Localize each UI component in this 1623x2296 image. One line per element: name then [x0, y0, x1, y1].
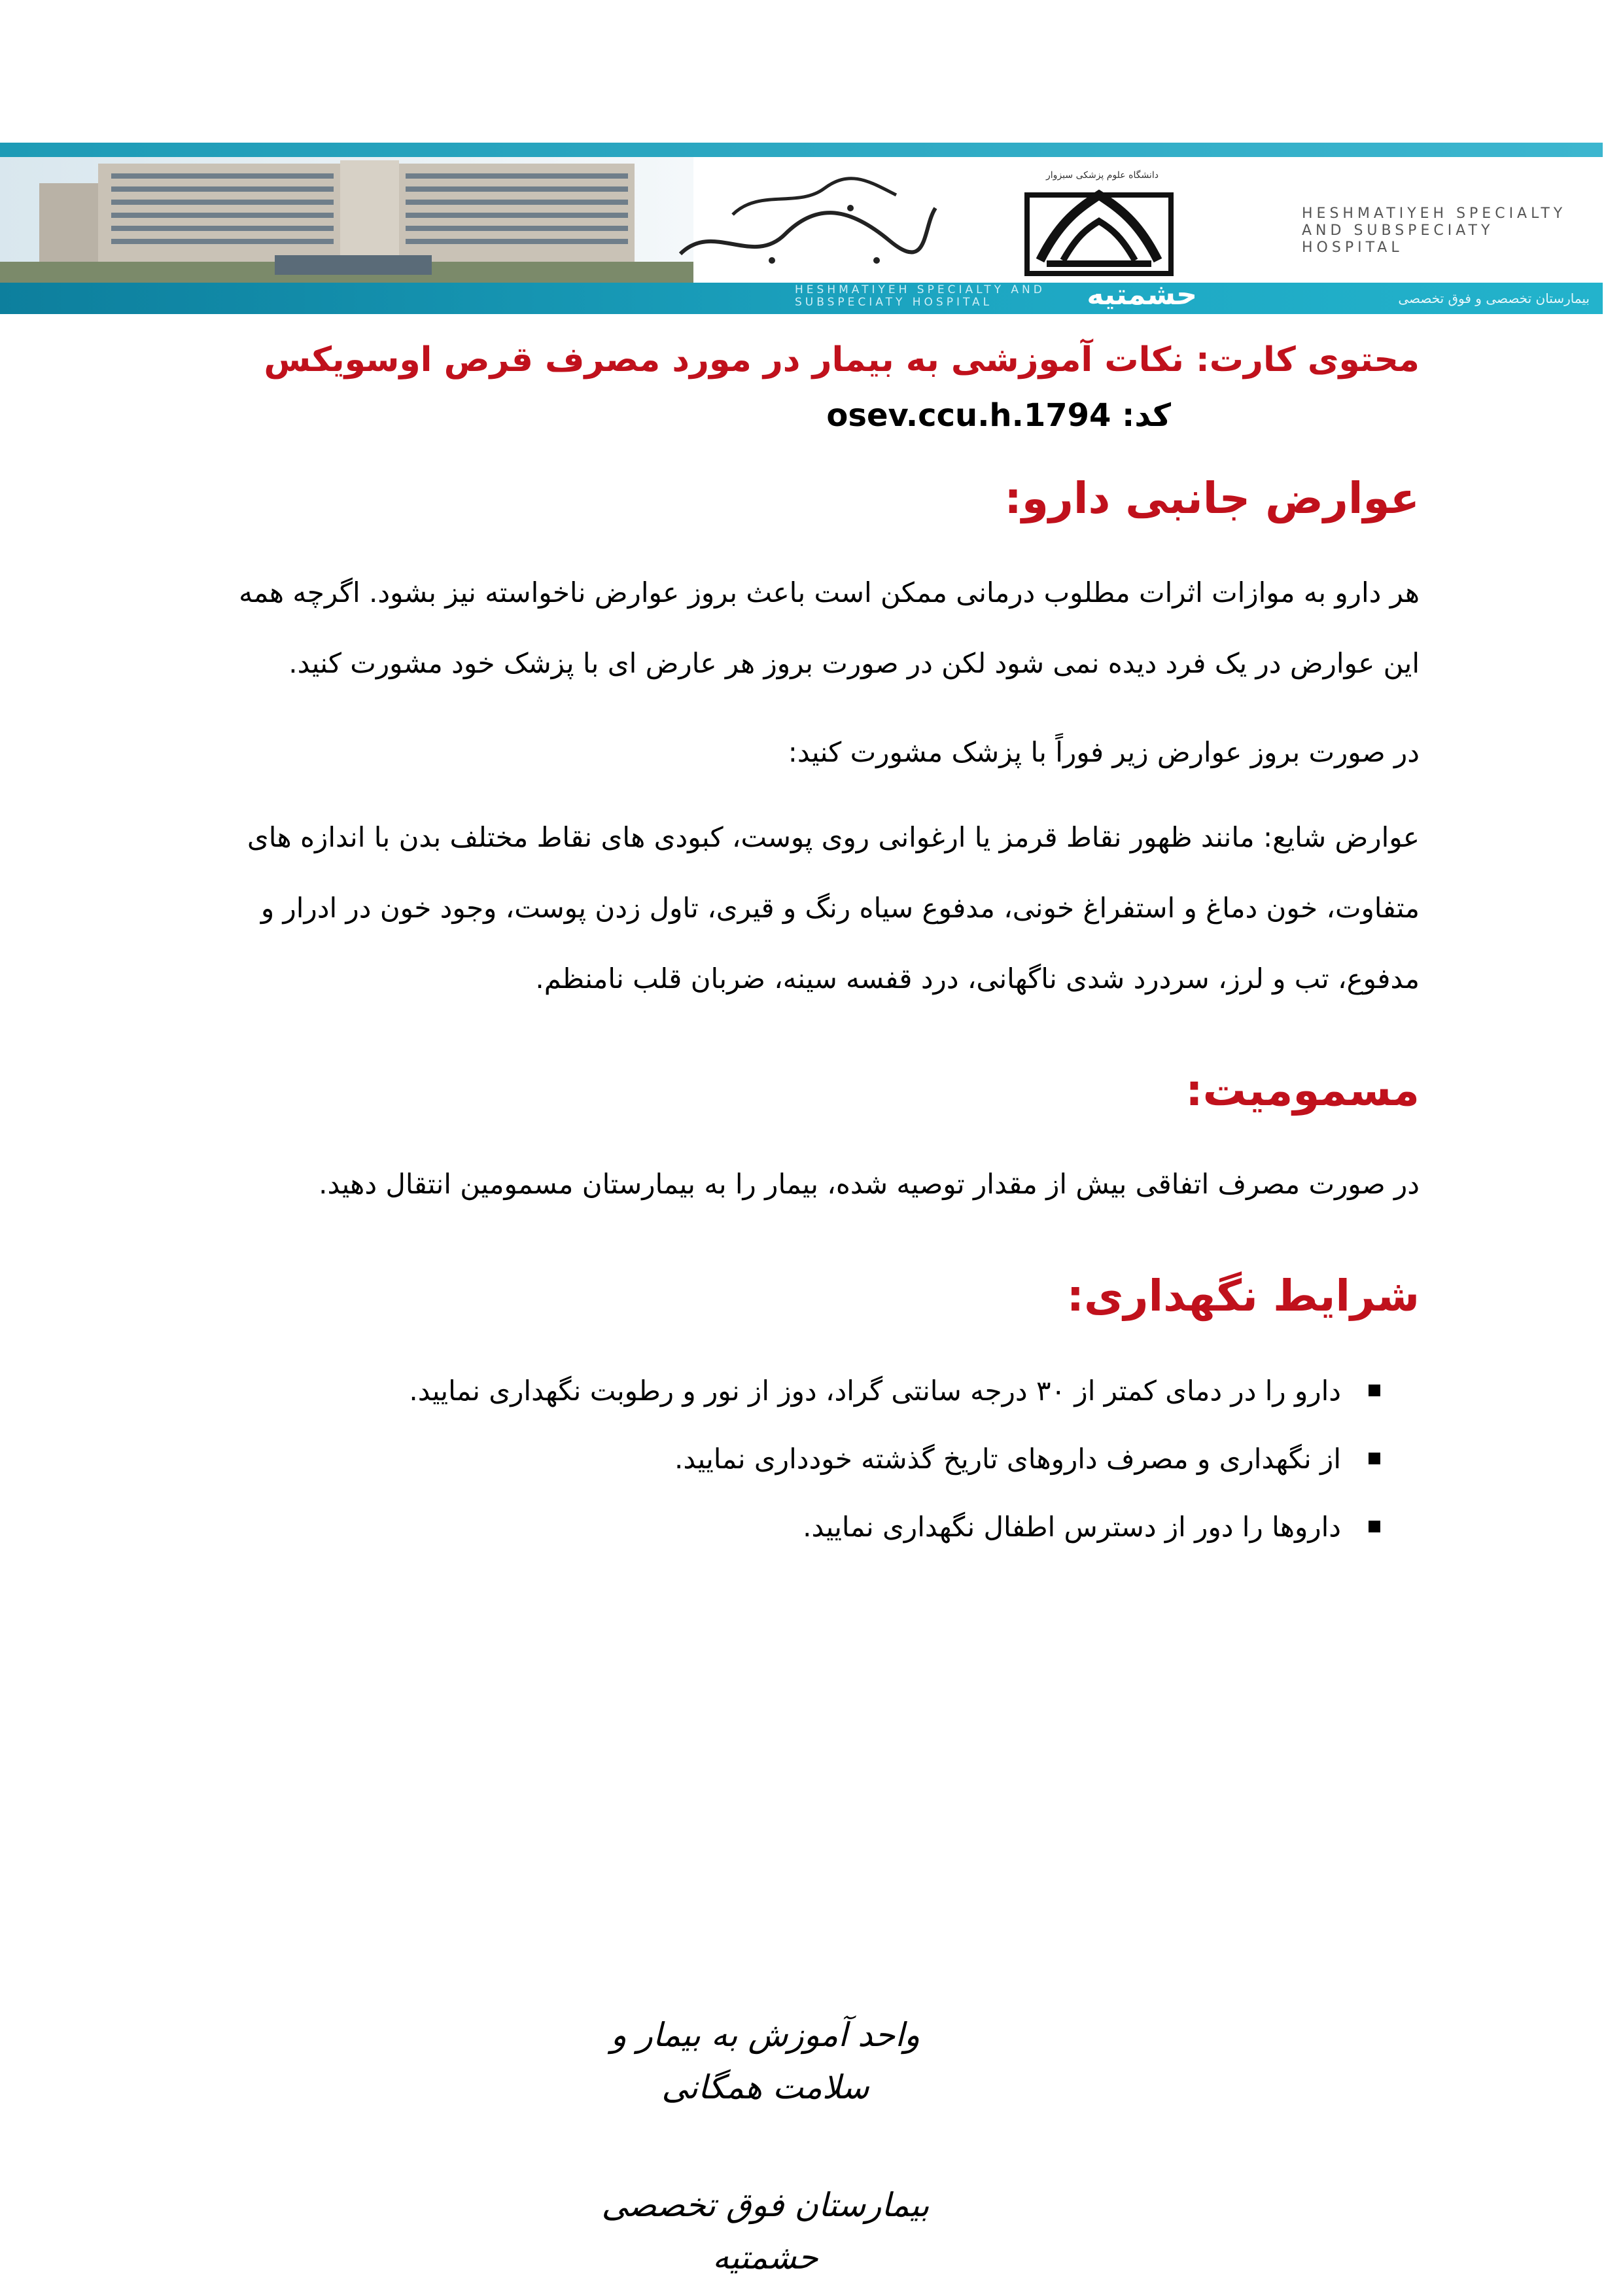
university-logo-icon: [1007, 169, 1191, 280]
storage-heading: شرایط نگهداری:: [1066, 1271, 1420, 1321]
card-code: [216, 386, 1420, 445]
banner-bottom-stripe: [0, 278, 1603, 314]
side-effects-heading: عوارض جانبی دارو:: [1004, 473, 1420, 523]
document-body: [216, 314, 1420, 1561]
side-effects-paragraph-3: عوارض شایع: مانند ظهور نقاط قرمز یا ارغوانی روی پوست، کبودی های نقاط مختلف بدن با اندازه های متفاوت، خون دماغ و استفراغ خونی، مدفوع سیاه رنگ و قیری، تاول زدن پوست، وجود خون در ادرار و مدفوع، تب و لرز، سردرد شدی ناگهانی، درد قفسه سینه، ضربان قلب نامنظم.: [247, 821, 1420, 995]
signature-unit: واحد آموزش به بیمار و سلامت همگانی: [610, 2016, 920, 2106]
hospital-persian-subtitle: بیمارستان تخصصی و فوق تخصصی: [1398, 291, 1590, 306]
hospital-persian-name: حشمتیه: [1087, 278, 1197, 311]
slogan-calligraphy-image: [654, 169, 942, 280]
side-effects-paragraph-1: هر دارو به موازات اثرات مطلوب درمانی ممکن است باعث بروز عوارض ناخواسته نیز بشود. اگرچه همه این عوارض در یک فرد دیده نمی شود لکن در صورت بروز هر عارض ای با پزشک خود مشورت کنید.: [239, 576, 1420, 679]
signature-hospital: بیمارستان فوق تخصصی حشمتیه: [601, 2186, 930, 2276]
banner-top-stripe: [0, 143, 1603, 157]
logo-caption: دانشگاه علوم پزشکی سبزوار: [1046, 170, 1159, 181]
bullet-icon: [1369, 1521, 1380, 1532]
list-item: از نگهداری و مصرف داروهای تاریخ گذشته خودداری نمایید.: [216, 1425, 1380, 1493]
bullet-icon: [1369, 1385, 1380, 1396]
header-banner: [0, 143, 1603, 314]
code-value: osev.ccu.h.1794: [826, 397, 1111, 434]
code-label: کد:: [1122, 397, 1171, 434]
hospital-english-name-small: HESHMATIYEH SPECIALTY AND SUBSPECIATY HOSPITAL: [795, 283, 1045, 309]
page-title: محتوی کارت: نکات آموزشی به بیمار در مورد مصرف قرص اوسویکس: [264, 340, 1420, 380]
bullet-icon: [1369, 1453, 1380, 1464]
toxicity-heading: مسمومیت:: [1185, 1065, 1420, 1116]
hospital-building-image: [0, 157, 693, 283]
list-item: دارو را در دمای کمتر از ۳۰ درجه سانتی گراد، دوز از نور و رطوبت نگهداری نمایید.: [216, 1357, 1380, 1425]
list-item: داروها را دور از دسترس اطفال نگهداری نمایید.: [216, 1493, 1380, 1561]
storage-list: [216, 1357, 1420, 1561]
toxicity-paragraph: در صورت مصرف اتفاقی بیش از مقدار توصیه شده، بیمار را به بیمارستان مسمومین انتقال دهید.: [319, 1168, 1420, 1200]
signature-block: [563, 2009, 968, 2284]
hospital-english-name: HESHMATIYEH SPECIALTY AND SUBSPECIATY HOSPITAL: [1302, 205, 1567, 256]
side-effects-paragraph-2: در صورت بروز عوارض زیر فوراً با پزشک مشورت کنید:: [788, 736, 1420, 768]
